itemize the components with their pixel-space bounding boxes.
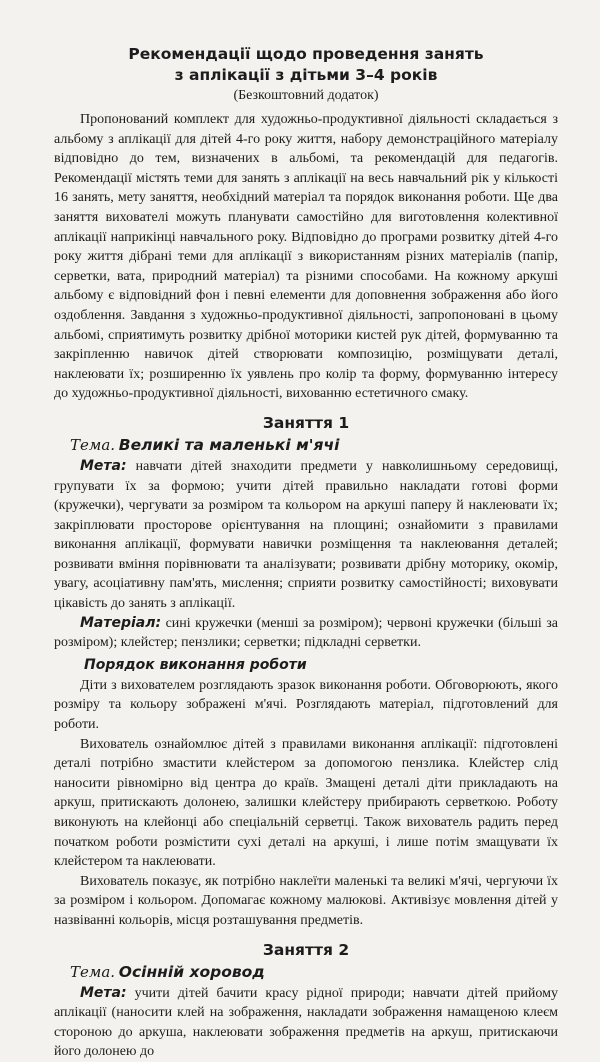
lesson1-para2: Вихователь ознайомлює дітей з правилами виконання аплікації: підготовлені деталі потрібно змастити клейстером за допомогою пензлика. Клейстер слід наносити рівномірно від центра до країв. Змащені деталі діти прикладають на аркуш, притискають долонею, залишки клейстеру прибирають серветкою. Роботу виконують на клейонці або спеціальній серветці. Також вихователь радить перед початком роботи розмістити сухі деталі на аркуші, і лише потім змащувати їх клейстером та наклеювати. <box>54 736 558 870</box>
lesson2-theme-label: Тема. <box>70 962 116 981</box>
lesson2-goal <box>54 984 558 1062</box>
lesson1-heading: Заняття 1 <box>262 413 350 432</box>
document-page <box>54 44 558 1062</box>
lesson1-goal <box>54 457 558 614</box>
lesson2-goal-label: Мета: <box>80 984 127 1001</box>
lesson1-theme-label: Тема. <box>70 435 116 454</box>
lesson2-goal-text: учити дітей бачити красу рідної природи; навчати дітей прийому аплікації (наносити клей на зображення, накладати зображення намащеною клеєм стороною до аркуша, наклеювати зображення предметів на аркуш, притискаючи його долонею до <box>54 985 558 1060</box>
lesson1-goal-label: Мета: <box>80 457 127 474</box>
lesson1-material-label: Матеріал: <box>80 614 162 631</box>
lesson2-theme-name: Осінній хоровод <box>118 962 265 981</box>
document-title-line1: Рекомендації щодо проведення занять <box>128 45 484 63</box>
lesson1-theme <box>70 436 558 456</box>
lesson1-material-text: сині кружечки (менші за розміром); червоні кружечки (більші за розміром); клейстер; пензлики; серветки; підкладні серветки. <box>54 615 558 651</box>
lesson2-theme <box>70 963 558 983</box>
lesson1-theme-name: Великі та маленькі м'ячі <box>118 435 340 454</box>
document-subtitle: (Безкоштовний додаток) <box>233 88 379 103</box>
document-title-line2: з аплікації з дітьми 3–4 років <box>174 66 438 84</box>
intro-paragraph: Пропонований комплект для художньо-продуктивної діяльності складається з альбому з аплікації для дітей 4-го року життя, набору демонстраційного матеріалу відповідно до тем, визначених в альбомі, та рекомендацій для педагогів. Рекомендації містять теми для занять з аплікації на весь навчальний рік у кількості 16 занять, мету заняття, необхідний матеріал та порядок виконання роботи. Ще два заняття вихователі можуть планувати самостійно для виготовлення колективної аплікації наприкінці навчального року. Відповідно до програми розвитку дітей 4-го року життя дібрані теми для аплікації з використанням різних матеріалів (папір, серветки, вата, природний матеріал) та різними способами. На кожному аркуші альбому є відповідний фон і певні елементи для доповнення зображення або його оздоблення. Завдання з художньо-продуктивної діяльності, запропоновані в цьому альбомі, сприятимуть розвитку дрібної моторики кистей рук дітей, формуванню та закріпленню навичок дітей створювати композицію, розміщувати деталі, наклеювати їх; розширенню їх уявлень про колір та форму, формуванню інтересу до художньо-продуктивної діяльності, вихованню естетичного смаку. <box>54 112 558 402</box>
lesson2-heading: Заняття 2 <box>262 940 350 959</box>
lesson1-procedure-heading: Порядок виконання роботи <box>84 656 307 673</box>
lesson1-para3: Вихователь показує, як потрібно наклеїти маленькі та великі м'ячі, чергуючи їх за розміром і кольором. Допомагає кожному малюкові. Активізує мовлення дітей у назвіванні кольорів, місця розташування предметів. <box>54 873 558 928</box>
lesson1-para1: Діти з вихователем розглядають зразок виконання роботи. Обговорюють, якого розміру та кольору зображені м'ячі. Розглядають матеріал, підготовлений для роботи. <box>54 677 558 733</box>
lesson1-goal-text: навчати дітей знаходити предмети у навколишньому середовищі, групувати їх за формою; учити дітей правильно накладати готові форми (кружечки), чергувати за розміром та кольором на аркуші паперу й наклеювати їх; закріплювати просторове орієнтування на площині; ознайомити з правилами виконання аплікації, формувати навички розміщення та наклеювання деталей; розвивати вміння порівнювати та аналізувати; розвивати дрібну моторику, окомір, увагу, асоціативну пам'ять, мислення; сприяти розвитку самостійності; виховувати цікавість до занять з аплікації. <box>54 458 558 612</box>
lesson1-material <box>54 614 558 653</box>
